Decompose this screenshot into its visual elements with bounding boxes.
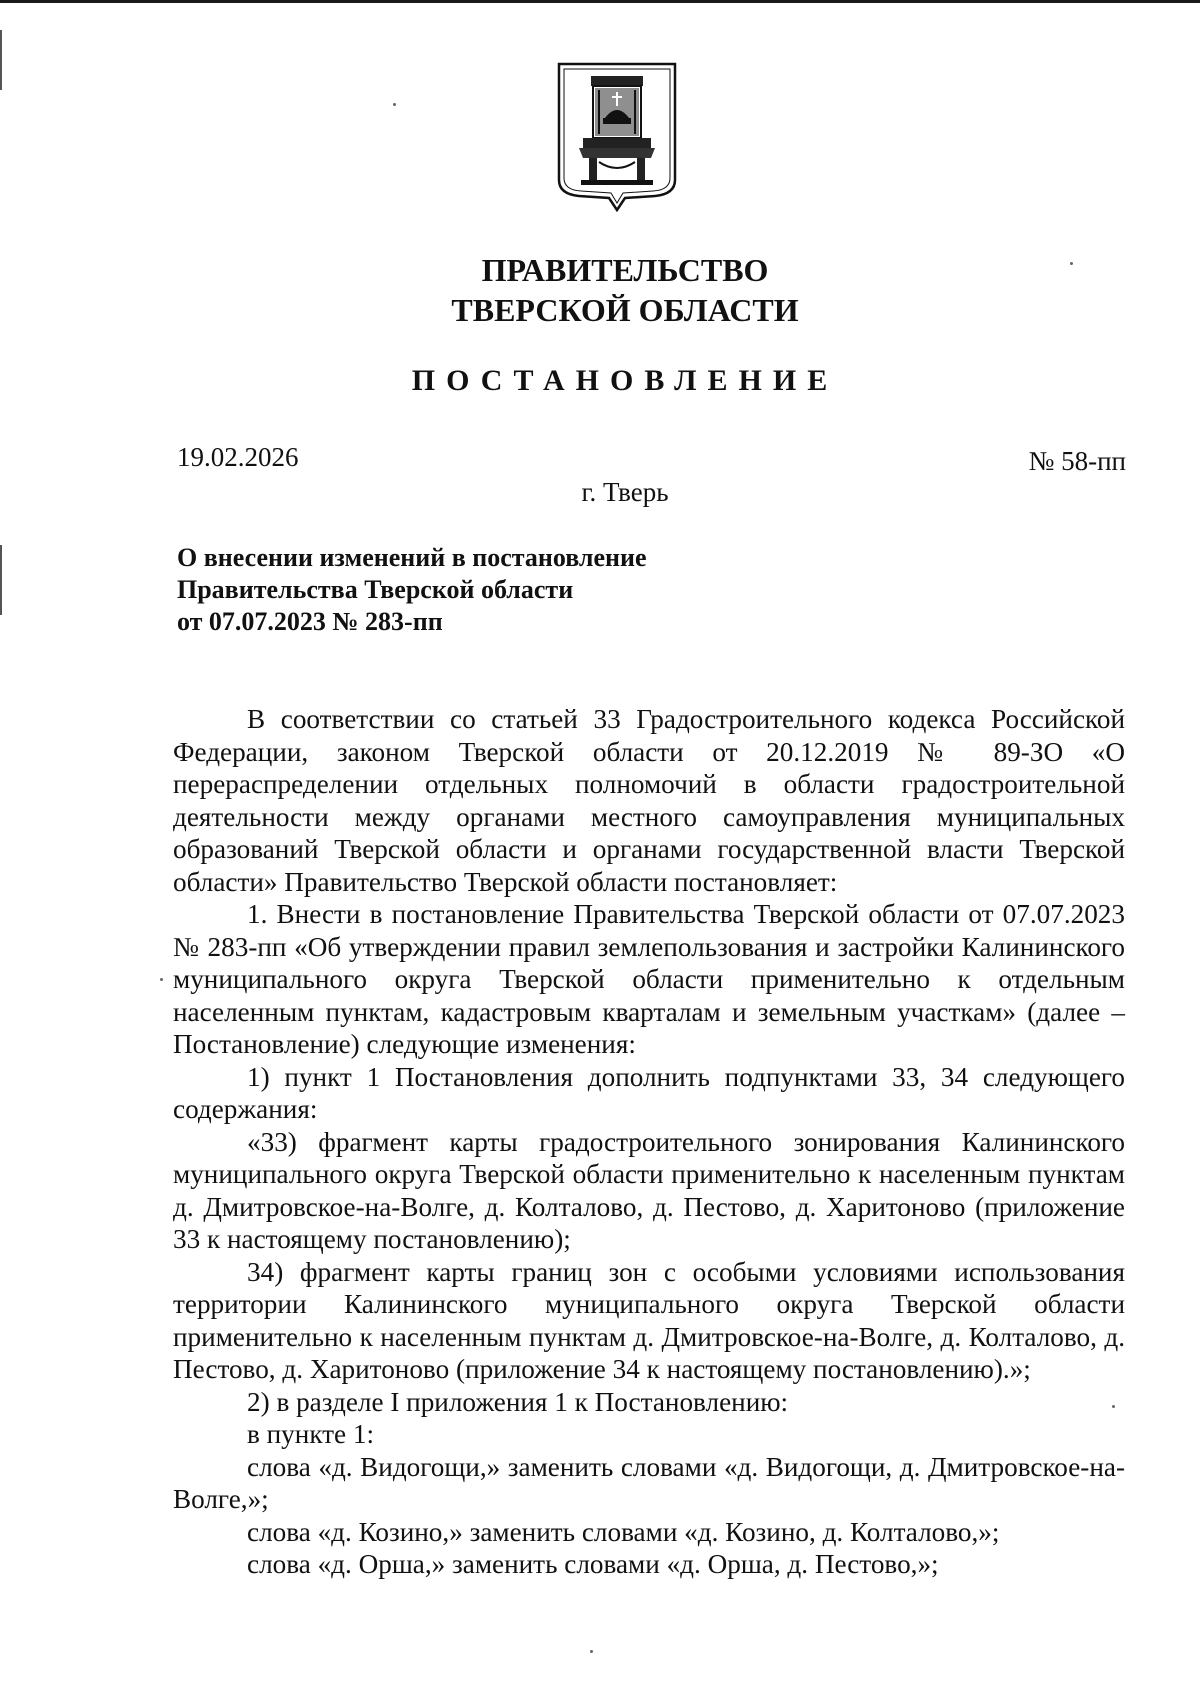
scan-border-left: [0, 545, 2, 615]
scan-speck: [1112, 1405, 1115, 1408]
subject-line: от 07.07.2023 № 283-пп: [177, 607, 443, 636]
subject-line: Правительства Тверской области: [177, 575, 574, 604]
organization-name-line2: ТВЕРСКОЙ ОБЛАСТИ: [451, 292, 799, 328]
tver-coat-of-arms-icon: [555, 62, 679, 212]
scan-speck: [590, 1650, 593, 1653]
paragraph-preamble: В соответствии со статьей 33 Градостроительного кодекса Российской Федерации, законом Тверской области от 20.12.2019 № 89-ЗО «О перераспределении отдельных полномочий в области градостроительной деятельности между органами местного самоуправления муниципальных образований Тверской области и органами государственной власти Тверской области» Правительство Тверской области постановляет:: [173, 704, 1125, 897]
paragraph-replacement: слова «д. Козино,» заменить словами «д. Козино, д. Колталово,»;: [247, 1516, 1000, 1547]
paragraph-subitem-1: 1) пункт 1 Постановления дополнить подпунктами 33, 34 следующего содержания:: [173, 1061, 1125, 1124]
document-subject: [177, 542, 647, 638]
document-city: г. Тверь: [581, 477, 669, 507]
scan-speck: [393, 103, 396, 106]
scan-speck: [1070, 262, 1073, 265]
scan-border-top: [0, 0, 1200, 3]
paragraph-item-1: 1. Внести в постановление Правительства Тверской области от 07.07.2023 № 283-пп «Об утверждении правил землепользования и застройки Калининского муниципального округа Тверской области применительно к отдельным населенным пунктам, кадастровым кварталам и земельным участкам» (далее – Постановление) следующие изменения:: [173, 899, 1125, 1059]
document-number: № 58-пп: [1028, 446, 1126, 476]
organization-name-line1: ПРАВИТЕЛЬСТВО: [481, 252, 769, 288]
paragraph-replacement: слова «д. Орша,» заменить словами «д. Орша, д. Пестово,»;: [247, 1549, 939, 1579]
subject-line: О внесении изменений в постановление: [177, 543, 647, 572]
paragraph-subitem-33: «33) фрагмент карты градостроительного зонирования Калининского муниципального округа Тверской области применительно к населенным пунктам д. Дмитровское-на-Волге, д. Колталово, д. Пестово, д. Харитоново (приложение 33 к настоящему постановлению);: [173, 1126, 1125, 1254]
paragraph-replacement: слова «д. Видогощи,» заменить словами «д. Видогощи, д. Дмитровское-на-Волге,»;: [173, 1451, 1125, 1514]
document-date: 19.02.2026: [177, 442, 299, 472]
document-type-title: ПОСТАНОВЛЕНИЕ: [411, 364, 839, 397]
paragraph-subitem-34: 34) фрагмент карты границ зон с особыми условиями использования территории Калининского муниципального округа Тверской области применительно к населенным пунктам д. Дмитровское-на-Волге, д. Колталово, д. Пестово, д. Харитоново (приложение 34 к настоящему постановлению).»;: [173, 1256, 1125, 1384]
paragraph-subitem-2: 2) в разделе I приложения 1 к Постановлению:: [247, 1386, 789, 1417]
paragraph-clause: в пункте 1:: [247, 1419, 375, 1449]
scan-border-left: [0, 30, 2, 90]
scan-speck: [160, 978, 163, 981]
document-body: [173, 703, 1125, 1581]
